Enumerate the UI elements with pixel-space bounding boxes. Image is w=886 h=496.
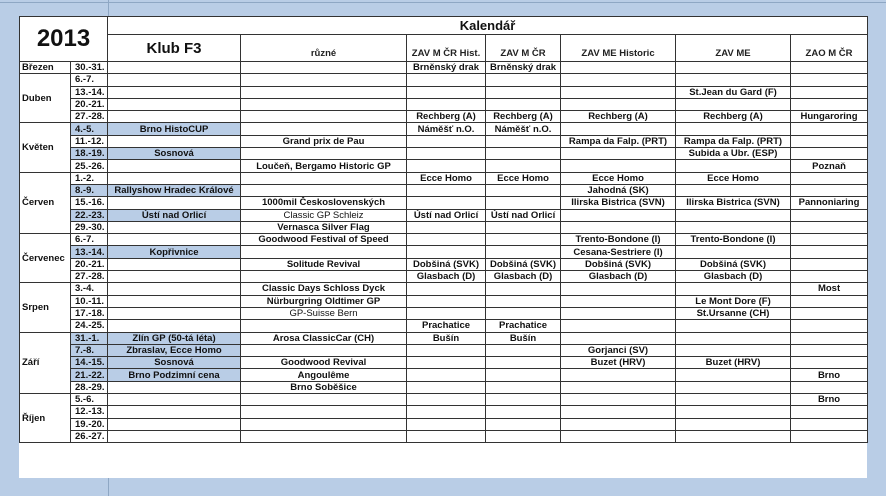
event-cell-klub-f3	[108, 430, 241, 442]
event-cell-zao-m-cr: Brno	[791, 394, 868, 406]
calendar-row	[20, 394, 868, 406]
date-cell: 22.-23.	[71, 209, 108, 221]
event-cell-klub-f3	[108, 234, 241, 246]
date-cell: 27.-28.	[71, 271, 108, 283]
calendar-row	[20, 246, 868, 258]
event-cell-zav-m-cr-hist	[407, 307, 486, 319]
event-cell-zav-me-historic	[561, 283, 676, 295]
calendar-row	[20, 148, 868, 160]
event-cell-zav-me: St.Ursanne (CH)	[676, 307, 791, 319]
event-cell-klub-f3: Brno HistoCUP	[108, 123, 241, 135]
event-cell-zav-m-cr	[486, 283, 561, 295]
event-cell-zav-me-historic	[561, 381, 676, 393]
event-cell-klub-f3	[108, 135, 241, 147]
event-cell-zav-m-cr-hist: Ecce Homo	[407, 172, 486, 184]
event-cell-zav-me-historic: Ilirska Bistrica (SVN)	[561, 197, 676, 209]
event-cell-zav-me: Subida a Ubr. (ESP)	[676, 148, 791, 160]
month-label: Říjen	[20, 394, 71, 443]
event-cell-ruzne	[241, 271, 407, 283]
event-cell-zao-m-cr	[791, 135, 868, 147]
event-cell-klub-f3: Rallyshow Hradec Králové	[108, 184, 241, 196]
event-cell-zao-m-cr	[791, 74, 868, 86]
event-cell-zao-m-cr	[791, 418, 868, 430]
event-cell-zav-me	[676, 160, 791, 172]
event-cell-zav-m-cr	[486, 418, 561, 430]
event-cell-zav-me-historic	[561, 369, 676, 381]
event-cell-zav-m-cr-hist: Dobšiná (SVK)	[407, 258, 486, 270]
event-cell-zav-m-cr-hist: Bušín	[407, 332, 486, 344]
date-cell: 20.-21.	[71, 258, 108, 270]
event-cell-zav-me-historic	[561, 332, 676, 344]
column-header-zav-me-historic: ZAV ME Historic	[561, 35, 676, 62]
column-header-zav-m-cr-hist: ZAV M ČR Hist.	[407, 35, 486, 62]
event-cell-zav-me	[676, 381, 791, 393]
calendar-row	[20, 234, 868, 246]
event-cell-zav-m-cr-hist	[407, 369, 486, 381]
event-cell-ruzne	[241, 406, 407, 418]
event-cell-ruzne	[241, 246, 407, 258]
event-cell-ruzne: Classic Days Schloss Dyck	[241, 283, 407, 295]
calendar-row	[20, 123, 868, 135]
date-cell: 19.-20.	[71, 418, 108, 430]
month-label: Duben	[20, 74, 71, 123]
event-cell-zav-me	[676, 369, 791, 381]
calendar-row	[20, 344, 868, 356]
event-cell-zav-m-cr-hist	[407, 221, 486, 233]
event-cell-zav-m-cr: Ústí nad Orlicí	[486, 209, 561, 221]
event-cell-zav-m-cr	[486, 86, 561, 98]
month-label: Srpen	[20, 283, 71, 332]
event-cell-zav-m-cr: Glasbach (D)	[486, 271, 561, 283]
event-cell-zav-m-cr	[486, 184, 561, 196]
event-cell-ruzne	[241, 344, 407, 356]
sheet-gridline-top	[0, 2, 886, 3]
event-cell-ruzne: Brno Soběšice	[241, 381, 407, 393]
event-cell-klub-f3: Kopřivnice	[108, 246, 241, 258]
calendar-row	[20, 135, 868, 147]
event-cell-klub-f3	[108, 381, 241, 393]
event-cell-zav-m-cr	[486, 74, 561, 86]
calendar-row	[20, 209, 868, 221]
month-label: Červen	[20, 172, 71, 233]
event-cell-zav-m-cr-hist	[407, 406, 486, 418]
event-cell-ruzne: 1000mil Československých	[241, 197, 407, 209]
event-cell-zav-me-historic	[561, 62, 676, 74]
event-cell-zav-me: St.Jean du Gard (F)	[676, 86, 791, 98]
event-cell-zav-m-cr-hist	[407, 246, 486, 258]
event-cell-klub-f3	[108, 283, 241, 295]
event-cell-ruzne	[241, 98, 407, 110]
event-cell-zav-me-historic: Cesana-Sestriere (I)	[561, 246, 676, 258]
event-cell-ruzne	[241, 111, 407, 123]
date-cell: 5.-6.	[71, 394, 108, 406]
event-cell-zav-m-cr: Prachatice	[486, 320, 561, 332]
event-cell-zav-m-cr	[486, 295, 561, 307]
event-cell-zav-me: Dobšiná (SVK)	[676, 258, 791, 270]
year-label: 2013	[20, 17, 108, 62]
event-cell-zav-m-cr	[486, 357, 561, 369]
event-cell-zao-m-cr	[791, 430, 868, 442]
date-cell: 13.-14.	[71, 246, 108, 258]
event-cell-zao-m-cr	[791, 62, 868, 74]
event-cell-zav-me: Buzet (HRV)	[676, 357, 791, 369]
event-cell-zav-m-cr: Ecce Homo	[486, 172, 561, 184]
calendar-row	[20, 172, 868, 184]
event-cell-zav-m-cr-hist	[407, 283, 486, 295]
event-cell-zav-m-cr-hist	[407, 184, 486, 196]
event-cell-klub-f3	[108, 418, 241, 430]
event-cell-klub-f3	[108, 320, 241, 332]
month-label: Březen	[20, 62, 71, 74]
event-cell-klub-f3: Ústí nad Orlicí	[108, 209, 241, 221]
event-cell-zav-m-cr-hist: Prachatice	[407, 320, 486, 332]
event-cell-zav-m-cr-hist: Glasbach (D)	[407, 271, 486, 283]
event-cell-zao-m-cr	[791, 184, 868, 196]
event-cell-zao-m-cr	[791, 295, 868, 307]
date-cell: 14.-15.	[71, 357, 108, 369]
event-cell-klub-f3	[108, 258, 241, 270]
event-cell-ruzne: Classic GP Schleiz	[241, 209, 407, 221]
event-cell-ruzne: GP-Suisse Bern	[241, 307, 407, 319]
event-cell-zav-me-historic: Glasbach (D)	[561, 271, 676, 283]
date-cell: 3.-4.	[71, 283, 108, 295]
event-cell-zao-m-cr	[791, 258, 868, 270]
event-cell-ruzne	[241, 418, 407, 430]
event-cell-zav-m-cr: Rechberg (A)	[486, 111, 561, 123]
event-cell-klub-f3	[108, 74, 241, 86]
date-cell: 6.-7.	[71, 74, 108, 86]
event-cell-zav-m-cr-hist	[407, 160, 486, 172]
event-cell-zav-m-cr-hist	[407, 430, 486, 442]
event-cell-zav-me-historic	[561, 406, 676, 418]
calendar-row	[20, 283, 868, 295]
event-cell-zav-me	[676, 221, 791, 233]
date-cell: 1.-2.	[71, 172, 108, 184]
event-cell-zao-m-cr	[791, 234, 868, 246]
calendar-row	[20, 86, 868, 98]
event-cell-zav-m-cr	[486, 344, 561, 356]
event-cell-zav-me-historic	[561, 86, 676, 98]
event-cell-zav-m-cr	[486, 381, 561, 393]
event-cell-zav-m-cr-hist: Brněnský drak	[407, 62, 486, 74]
event-cell-zav-me-historic: Gorjanci (SV)	[561, 344, 676, 356]
event-cell-ruzne	[241, 172, 407, 184]
calendar-row	[20, 197, 868, 209]
event-cell-zao-m-cr	[791, 320, 868, 332]
event-cell-zav-m-cr	[486, 160, 561, 172]
event-cell-zav-m-cr	[486, 430, 561, 442]
event-cell-zav-me-historic	[561, 123, 676, 135]
calendar-row	[20, 381, 868, 393]
event-cell-zav-me: Ecce Homo	[676, 172, 791, 184]
event-cell-zav-m-cr-hist	[407, 74, 486, 86]
event-cell-ruzne: Arosa ClassicCar (CH)	[241, 332, 407, 344]
date-cell: 7.-8.	[71, 344, 108, 356]
event-cell-zav-me	[676, 332, 791, 344]
event-cell-zao-m-cr: Pannoniaring	[791, 197, 868, 209]
event-cell-zav-m-cr-hist	[407, 98, 486, 110]
date-cell: 17.-18.	[71, 307, 108, 319]
event-cell-zav-me	[676, 394, 791, 406]
column-header-zao-m-cr: ZAO M ČR	[791, 35, 868, 62]
event-cell-zav-me: Ilirska Bistrica (SVN)	[676, 197, 791, 209]
event-cell-zav-me-historic	[561, 418, 676, 430]
event-cell-zav-m-cr-hist	[407, 148, 486, 160]
column-header-zav-m-cr: ZAV M ČR	[486, 35, 561, 62]
event-cell-klub-f3	[108, 307, 241, 319]
event-cell-zav-me-historic	[561, 74, 676, 86]
event-cell-zav-m-cr-hist	[407, 86, 486, 98]
event-cell-ruzne	[241, 86, 407, 98]
calendar-row	[20, 307, 868, 319]
date-cell: 21.-22.	[71, 369, 108, 381]
event-cell-zav-me	[676, 184, 791, 196]
event-cell-zav-me-historic	[561, 209, 676, 221]
event-cell-zao-m-cr	[791, 209, 868, 221]
calendar-row	[20, 258, 868, 270]
event-cell-zav-m-cr: Dobšiná (SVK)	[486, 258, 561, 270]
date-cell: 26.-27.	[71, 430, 108, 442]
event-cell-klub-f3: Brno Podzimní cena	[108, 369, 241, 381]
event-cell-zav-me: Rechberg (A)	[676, 111, 791, 123]
event-cell-zav-me-historic	[561, 307, 676, 319]
date-cell: 15.-16.	[71, 197, 108, 209]
calendar-row	[20, 430, 868, 442]
event-cell-zav-m-cr-hist	[407, 381, 486, 393]
date-cell: 27.-28.	[71, 111, 108, 123]
event-cell-zav-me	[676, 406, 791, 418]
event-cell-zav-m-cr	[486, 135, 561, 147]
event-cell-zav-m-cr-hist	[407, 234, 486, 246]
event-cell-zav-me-historic	[561, 320, 676, 332]
event-cell-zav-m-cr-hist	[407, 135, 486, 147]
event-cell-zav-me-historic	[561, 160, 676, 172]
event-cell-zao-m-cr: Brno	[791, 369, 868, 381]
event-cell-klub-f3	[108, 221, 241, 233]
column-header-klub-f3: Klub F3	[108, 35, 241, 62]
event-cell-zav-m-cr	[486, 246, 561, 258]
event-cell-ruzne: Grand prix de Pau	[241, 135, 407, 147]
calendar-row	[20, 271, 868, 283]
event-cell-zao-m-cr: Most	[791, 283, 868, 295]
event-cell-zao-m-cr	[791, 221, 868, 233]
event-cell-zav-m-cr	[486, 148, 561, 160]
date-cell: 29.-30.	[71, 221, 108, 233]
event-cell-zao-m-cr	[791, 123, 868, 135]
event-cell-zav-me	[676, 209, 791, 221]
calendar-row	[20, 74, 868, 86]
event-cell-zao-m-cr: Hungaroring	[791, 111, 868, 123]
event-cell-klub-f3: Sosnová	[108, 357, 241, 369]
calendar-row	[20, 160, 868, 172]
event-cell-klub-f3	[108, 394, 241, 406]
event-cell-ruzne	[241, 430, 407, 442]
date-cell: 12.-13.	[71, 406, 108, 418]
date-cell: 6.-7.	[71, 234, 108, 246]
calendar-row	[20, 295, 868, 307]
date-cell: 10.-11.	[71, 295, 108, 307]
event-cell-zav-m-cr	[486, 221, 561, 233]
date-cell: 28.-29.	[71, 381, 108, 393]
event-cell-ruzne	[241, 320, 407, 332]
event-cell-zav-me: Glasbach (D)	[676, 271, 791, 283]
event-cell-klub-f3	[108, 111, 241, 123]
event-cell-zav-me-historic: Ecce Homo	[561, 172, 676, 184]
date-cell: 24.-25.	[71, 320, 108, 332]
event-cell-ruzne: Goodwood Festival of Speed	[241, 234, 407, 246]
calendar-row	[20, 357, 868, 369]
event-cell-ruzne: Solitude Revival	[241, 258, 407, 270]
event-cell-zao-m-cr	[791, 307, 868, 319]
event-cell-zav-me-historic: Buzet (HRV)	[561, 357, 676, 369]
event-cell-zav-m-cr: Bušín	[486, 332, 561, 344]
date-cell: 4.-5.	[71, 123, 108, 135]
event-cell-zav-me	[676, 430, 791, 442]
event-cell-zav-m-cr	[486, 98, 561, 110]
date-cell: 11.-12.	[71, 135, 108, 147]
event-cell-zao-m-cr	[791, 332, 868, 344]
event-cell-klub-f3: Zlín GP (50-tá léta)	[108, 332, 241, 344]
event-cell-klub-f3: Zbraslav, Ecce Homo	[108, 344, 241, 356]
calendar-row	[20, 111, 868, 123]
event-cell-zav-m-cr: Brněnský drak	[486, 62, 561, 74]
event-cell-ruzne: Vernasca Silver Flag	[241, 221, 407, 233]
month-label: Červenec	[20, 234, 71, 283]
calendar-row	[20, 332, 868, 344]
event-cell-zav-me-historic: Dobšiná (SVK)	[561, 258, 676, 270]
calendar-table	[19, 16, 868, 443]
event-cell-zao-m-cr	[791, 344, 868, 356]
event-cell-zav-m-cr	[486, 307, 561, 319]
calendar-row	[20, 369, 868, 381]
month-label: Květen	[20, 123, 71, 172]
event-cell-zav-me: Rampa da Falp. (PRT)	[676, 135, 791, 147]
event-cell-klub-f3	[108, 172, 241, 184]
event-cell-zav-m-cr-hist	[407, 418, 486, 430]
event-cell-zav-me-historic	[561, 394, 676, 406]
event-cell-zav-me	[676, 98, 791, 110]
event-cell-ruzne: Goodwood Revival	[241, 357, 407, 369]
date-cell: 30.-31.	[71, 62, 108, 74]
event-cell-zav-me-historic: Rampa da Falp. (PRT)	[561, 135, 676, 147]
date-cell: 13.-14.	[71, 86, 108, 98]
event-cell-zao-m-cr	[791, 86, 868, 98]
event-cell-zao-m-cr	[791, 381, 868, 393]
month-label: Září	[20, 332, 71, 393]
event-cell-zao-m-cr	[791, 406, 868, 418]
event-cell-zav-m-cr	[486, 197, 561, 209]
event-cell-klub-f3	[108, 406, 241, 418]
event-cell-klub-f3	[108, 86, 241, 98]
event-cell-zav-me-historic	[561, 148, 676, 160]
event-cell-ruzne	[241, 184, 407, 196]
event-cell-zav-m-cr: Náměšť n.O.	[486, 123, 561, 135]
event-cell-zav-me	[676, 320, 791, 332]
event-cell-zao-m-cr	[791, 98, 868, 110]
event-cell-zav-me-historic: Jahodná (SK)	[561, 184, 676, 196]
event-cell-zav-m-cr-hist	[407, 344, 486, 356]
event-cell-zav-me	[676, 62, 791, 74]
event-cell-ruzne	[241, 394, 407, 406]
event-cell-zav-m-cr-hist	[407, 394, 486, 406]
event-cell-zav-m-cr-hist	[407, 295, 486, 307]
event-cell-zav-me	[676, 418, 791, 430]
event-cell-klub-f3	[108, 295, 241, 307]
event-cell-klub-f3	[108, 160, 241, 172]
event-cell-zao-m-cr	[791, 172, 868, 184]
event-cell-ruzne: Loučeň, Bergamo Historic GP	[241, 160, 407, 172]
date-cell: 18.-19.	[71, 148, 108, 160]
event-cell-ruzne	[241, 123, 407, 135]
calendar-row	[20, 62, 868, 74]
calendar-row	[20, 320, 868, 332]
event-cell-zav-me: Le Mont Dore (F)	[676, 295, 791, 307]
event-cell-zav-me-historic: Rechberg (A)	[561, 111, 676, 123]
event-cell-zav-m-cr-hist: Rechberg (A)	[407, 111, 486, 123]
event-cell-zav-m-cr-hist	[407, 357, 486, 369]
date-cell: 20.-21.	[71, 98, 108, 110]
event-cell-zav-me	[676, 246, 791, 258]
event-cell-zav-me-historic	[561, 430, 676, 442]
date-cell: 8.-9.	[71, 184, 108, 196]
event-cell-zav-me: Trento-Bondone (I)	[676, 234, 791, 246]
event-cell-zav-me-historic: Trento-Bondone (I)	[561, 234, 676, 246]
event-cell-zav-me-historic	[561, 221, 676, 233]
event-cell-zao-m-cr: Poznaň	[791, 160, 868, 172]
event-cell-klub-f3	[108, 62, 241, 74]
event-cell-zav-m-cr	[486, 234, 561, 246]
event-cell-zav-m-cr	[486, 394, 561, 406]
event-cell-ruzne	[241, 74, 407, 86]
event-cell-zav-m-cr-hist	[407, 197, 486, 209]
event-cell-klub-f3	[108, 197, 241, 209]
event-cell-zao-m-cr	[791, 148, 868, 160]
event-cell-zao-m-cr	[791, 271, 868, 283]
event-cell-zav-me	[676, 283, 791, 295]
calendar-row	[20, 418, 868, 430]
event-cell-ruzne: Nürburgring Oldtimer GP	[241, 295, 407, 307]
event-cell-zav-me	[676, 74, 791, 86]
event-cell-klub-f3	[108, 98, 241, 110]
event-cell-zav-me-historic	[561, 98, 676, 110]
date-cell: 25.-26.	[71, 160, 108, 172]
event-cell-klub-f3: Sosnová	[108, 148, 241, 160]
event-cell-zav-m-cr	[486, 406, 561, 418]
column-header-zav-me: ZAV ME	[676, 35, 791, 62]
calendar-title: Kalendář	[108, 17, 868, 35]
event-cell-zav-m-cr-hist: Náměšť n.O.	[407, 123, 486, 135]
calendar-row	[20, 406, 868, 418]
event-cell-ruzne: Angoulême	[241, 369, 407, 381]
event-cell-zav-me	[676, 344, 791, 356]
event-cell-zao-m-cr	[791, 357, 868, 369]
calendar-row	[20, 184, 868, 196]
date-cell: 31.-1.	[71, 332, 108, 344]
event-cell-klub-f3	[108, 271, 241, 283]
event-cell-zav-me-historic	[561, 295, 676, 307]
event-cell-ruzne	[241, 148, 407, 160]
column-header-ruzne: různé	[241, 35, 407, 62]
calendar-row	[20, 98, 868, 110]
event-cell-zav-m-cr-hist: Ústí nad Orlicí	[407, 209, 486, 221]
calendar-sheet	[19, 16, 867, 478]
event-cell-zav-me	[676, 123, 791, 135]
event-cell-zav-m-cr	[486, 369, 561, 381]
event-cell-ruzne	[241, 62, 407, 74]
event-cell-zao-m-cr	[791, 246, 868, 258]
calendar-row	[20, 221, 868, 233]
